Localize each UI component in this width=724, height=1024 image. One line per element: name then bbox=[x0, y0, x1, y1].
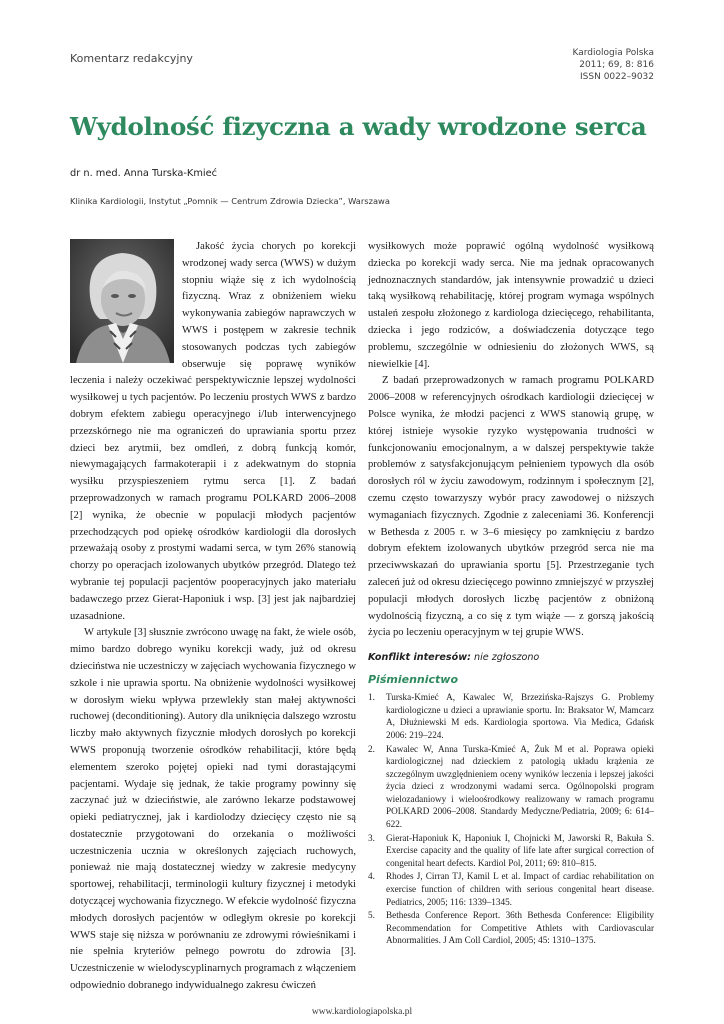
reference-text: Gierat-Haponiuk K, Haponiuk I, Chojnicki M, Jaworski R, Bakuła S. Exercise capacity and the quality of life late after surgical correction of congenital heart defects. Kardiol Pol, 2011; 69: 810–815. bbox=[386, 832, 654, 868]
footer-url[interactable]: www.kardiologiapolska.pl bbox=[311, 1007, 413, 1017]
reference-text: Kawalec W, Anna Turska-Kmieć A, Żuk M et al. Poprawa opieki kardiologicznej nad dzieckiem z patologią układu krążenia ze szczególnym uwzględnieniem oceny wyników leczenia i lepszej jakości życia dzieci z wrodzonymi wadami serca. Ogólnopolski program wielozadaniowy i wieloośrodkowy realizowany w ramach programu POLKARD 2006–2008. Standardy Medyczne/Pediatria, 2009; 6: 614–622. bbox=[386, 743, 654, 830]
paragraph-2: W artykule [3] słusznie zwrócono uwagę na fakt, że wiele osób, mimo bardzo dobrego wyniku korekcji wady, już od okresu dzieciństwa nie uczestniczy w zajęciach wychowania fizycznego w szkole i nie uprawia sportu. Na obniżenie wydolności wysiłkowej w dorosłym wieku wpływa przewlekły stan małej aktywności ruchowej (deconditioning). Autory dla uniknięcia dalszego wzrostu liczby mało aktywnych fizycznie młodych dorosłych po korekcji WWS proponują tworzenie ośrodków rehabilitacji, które będą elementem szeroko pojętej opieki nad tymi dorastającymi pacjentami. Wydaje się jednak, że takie programy powinny się zaczynać już w dzieciństwie, ale zarówno lekarze podstawowej opieki pediatrycznej, jak i kardiolodzy dziecięcy często nie są dostatecznie przygotowani do orzekania o możliwości uczestniczenia ucznia w określonych zajęciach ruchowych, ponieważ nie mają dostatecznej wiedzy w zakresie medycyny sportowej, rehabilitacji, terminologii kultury fizycznej i metodyki dotyczącej wychowania fizycznego. W efekcie wydolność fizyczna młodych dorosłych pacjentów w odległym okresie po korekcji WWS staje się niższa w porównaniu ze zdrowymi rówieśnikami i nie spełnia kryteriów pełnego powrotu do zdrowia [3]. Uczestniczenie w wielodyscyplinarnych programach z włączeniem odpowiednio dobranego indywidualnego zakresu ćwiczeń bbox=[70, 627, 356, 992]
journal-issn: ISSN 0022–9032 bbox=[580, 72, 654, 82]
reference-number: 5. bbox=[368, 910, 375, 921]
section-label: Komentarz redakcyjny bbox=[70, 52, 193, 65]
photo-space bbox=[70, 239, 182, 365]
left-column bbox=[70, 239, 356, 995]
reference-item bbox=[368, 832, 654, 870]
article-author: dr n. med. Anna Turska-Kmieć bbox=[70, 168, 218, 179]
reference-text: Bethesda Conference Report. 36th Bethesda Conference: Eligibility Recommendation for Competitive Athlets with Cardiovascular Abnormalities. J Am Coll Cardiol, 2005; 45: 1310–1375. bbox=[386, 910, 654, 946]
paragraph-1: Jakość życia chorych po korekcji wrodzonej wady serca (WWS) w dużym stopniu wiąże się z ich wydolnością fizyczną. Wraz z obniżeniem wieku wykonywania zabiegów naprawczych w WWS i postępem w zakresie technik stosowanych podczas tych zabiegów obserwuje się poprawę wyników leczenia i należy oczekiwać perspektywicznie lepszej wydolności wysiłkowej u tych pacjentów. Po leczeniu prostych WWS z bardzo dobrym efektem zabiegu operacyjnego i/lub interwencyjnego przezskórnego nie ma ograniczeń do uprawiania sportu przez dzieci bez arytmii, bez omdleń, z dobrą funkcją komór, niewymagających farmakoterapii i z adekwatnym do stopnia wysiłku przyspieszeniem rytmu serca [1]. Z badań przeprowadzonych w ramach programu POLKARD 2006–2008 [2] wynika, że obecnie w populacji młodych pacjentów przechodzących pod opiekę ośrodków kardiologii dla dorosłych przeważają osoby z prostymi wadami serca, w tym 26% stanowią chorzy po operacjach izolowanych ubytków przegród. Dlatego też wybranie tej populacji pacjentów pooperacyjnych jako materiału badawczego przez Gierat-Haponiuk i wsp. [3] jest jak najbardziej uzasadnione. bbox=[70, 241, 356, 622]
right-column bbox=[368, 239, 654, 948]
paragraph-2-continued: wysiłkowych może poprawić ogólną wydolność wysiłkową dziecka po korekcji wady serca. Nie ma jednak opracowanych jednoznacznych standardów, jak intensywnie prowadzić u dzieci taką wysiłkową rehabilitację, której program wymaga wspólnych ustaleń zespołu złożonego z kardiologa dziecięcego, rehabilitanta, dziecka i jego rodziców, a doświadczenia dotyczące tego problemu, szczególnie w odniesieniu do złożonych WWS, są niewielkie [4]. bbox=[368, 241, 654, 370]
conflict-of-interest bbox=[368, 652, 654, 663]
conflict-value: nie zgłoszono bbox=[474, 652, 540, 664]
conflict-label: Konflikt interesów: bbox=[368, 652, 471, 664]
reference-item bbox=[368, 691, 654, 741]
reference-item bbox=[368, 870, 654, 908]
reference-text: Turska-Kmieć A, Kawalec W, Brzezińska-Rajszys G. Problemy kardiologiczne u dzieci a uprawianie sportu. In: Braksator W, Mamcarz A, Dłużniewski M eds. Kardiologia sportowa. Via Medica, Gdańsk 2006: 219–224. bbox=[386, 692, 654, 740]
journal-issue: 2011; 69, 8: 816 bbox=[579, 60, 654, 70]
reference-number: 4. bbox=[368, 871, 375, 882]
reference-item bbox=[368, 909, 654, 947]
references-heading: Piśmiennictwo bbox=[368, 673, 459, 687]
reference-number: 2. bbox=[368, 743, 375, 754]
journal-name: Kardiologia Polska bbox=[572, 48, 654, 58]
reference-number: 1. bbox=[368, 692, 375, 703]
reference-text: Rhodes J, Cirran TJ, Kamil L et al. Impact of cardiac rehabilitation on exercise function of children with serious congenital heart disease. Pediatrics, 2005; 116: 1339–1345. bbox=[386, 871, 654, 907]
article-affiliation: Klinika Kardiologii, Instytut „Pomnik — Centrum Zdrowia Dziecka”, Warszawa bbox=[70, 196, 390, 206]
article-title: Wydolność fizyczna a wady wrodzone serca bbox=[70, 112, 647, 141]
reference-item bbox=[368, 743, 654, 831]
paragraph-3: Z badań przeprowadzonych w ramach programu POLKARD 2006–2008 w referencyjnych ośrodkach kardiologii dziecięcej w Polsce wynika, że młodzi pacjenci z WWS stanowią grupę, w której istnieje wysokie ryzyko występowania trudności w funkcjonowaniu emocjonalnym, a w dalszej perspektywie także problemów z satysfakcjonującym pełnieniem typowych dla osób dorosłych ról w życiu zawodowym, rodzinnym i społecznym [2], czemu często towarzyszy wybór pracy zawodowej o niższych wymaganiach fizycznych. Zgodnie z zaleceniami 36. Konferencji w Bethesda z 2005 r. w 3–6 miesięcy po zamknięciu z bardzo dobrym efektem izolowanych ubytków przegród serca nie ma przeciwwskazań do uprawiania sportu [5]. Przestrzeganie tych zaleceń już od okresu dziecięcego powinno zmniejszyć w przyszłej populacji młodych dorosłych liczbę pacjentów z obniżoną wydolnością fizyczną, a co się z tym wiąże — z gorszą jakością życia po leczeniu operacyjnym w tej grupie WWS. bbox=[368, 375, 654, 639]
references-list bbox=[368, 691, 654, 947]
reference-number: 3. bbox=[368, 832, 375, 843]
journal-info bbox=[573, 47, 655, 83]
